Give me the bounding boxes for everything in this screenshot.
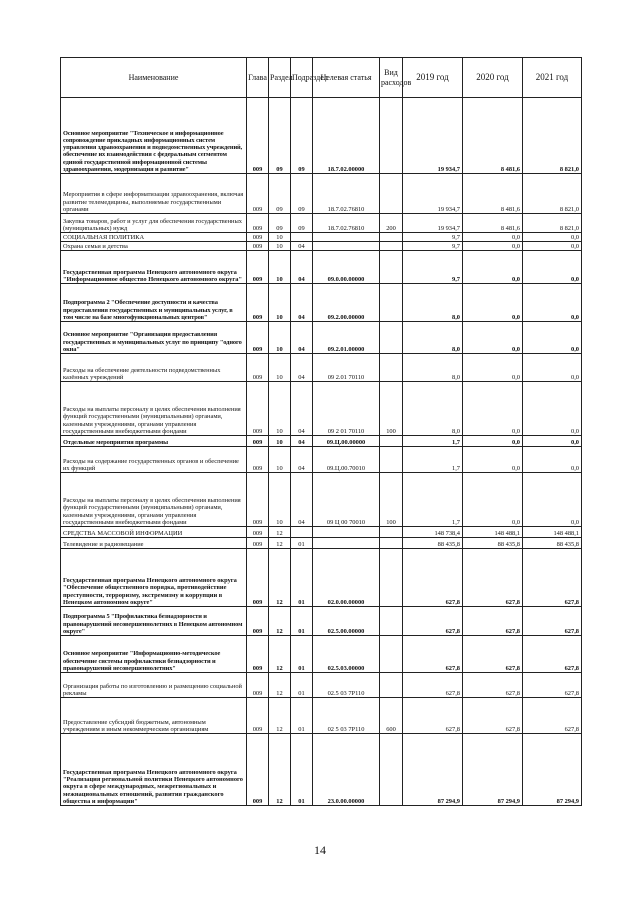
row-expense-type — [380, 436, 403, 447]
row-2020: 0,0 — [463, 473, 523, 527]
row-razdel: 12 — [269, 734, 291, 806]
header-year-2021: 2021 год — [523, 58, 582, 98]
table-header-row — [61, 58, 582, 98]
row-glava: 009 — [247, 549, 269, 607]
row-target-article: 02.5.03.00000 — [313, 636, 380, 673]
row-name: Подпрограмма 2 "Обеспечение доступности и качества предоставления государственных и муниципальных услуг, в том числе на базе многофункциональных центров" — [61, 284, 247, 322]
row-expense-type — [380, 636, 403, 673]
row-glava: 009 — [247, 734, 269, 806]
row-2021: 627,8 — [523, 673, 582, 698]
row-expense-type — [380, 447, 403, 473]
row-target-article: 02.5.00.00000 — [313, 607, 380, 636]
row-podrazdel: 04 — [291, 447, 313, 473]
row-2020: 88 435,8 — [463, 538, 523, 549]
row-2019: 9,7 — [403, 251, 463, 284]
header-podrazdel: Подраздел — [291, 58, 313, 98]
row-expense-type: 100 — [380, 382, 403, 436]
row-glava: 009 — [247, 242, 269, 251]
row-expense-type: 600 — [380, 698, 403, 734]
row-2019: 8,0 — [403, 382, 463, 436]
row-glava: 009 — [247, 636, 269, 673]
row-name: Государственная программа Ненецкого автономного округа "Информационное общество Ненецкого автономного округа" — [61, 251, 247, 284]
row-2021: 88 435,8 — [523, 538, 582, 549]
row-podrazdel: 04 — [291, 436, 313, 447]
row-expense-type — [380, 251, 403, 284]
table-row — [61, 549, 582, 607]
table-row — [61, 698, 582, 734]
row-2021: 627,8 — [523, 636, 582, 673]
row-2020: 0,0 — [463, 447, 523, 473]
table-row — [61, 473, 582, 527]
row-target-article: 02 5 03 7Р110 — [313, 698, 380, 734]
row-2021: 0,0 — [523, 251, 582, 284]
row-target-article: 18.7.02.76810 — [313, 214, 380, 233]
row-glava: 009 — [247, 233, 269, 242]
row-expense-type — [380, 322, 403, 354]
row-target-article: 09 2 01 70110 — [313, 382, 380, 436]
row-glava: 009 — [247, 447, 269, 473]
row-2020: 627,8 — [463, 673, 523, 698]
row-name: Организация работы по изготовлению и размещению социальной рекламы — [61, 673, 247, 698]
row-glava: 009 — [247, 382, 269, 436]
row-2021: 627,8 — [523, 607, 582, 636]
row-razdel: 12 — [269, 698, 291, 734]
row-expense-type: 100 — [380, 473, 403, 527]
row-2019: 88 435,8 — [403, 538, 463, 549]
row-razdel: 10 — [269, 284, 291, 322]
row-target-article: 18.7.02.76810 — [313, 174, 380, 214]
row-name: Расходы на выплаты персоналу в целях обеспечения выполнения функций государственными (муниципальными) органами, казенными учреждениями, органами управления государственными внебюджетными фондами — [61, 473, 247, 527]
row-2020: 87 294,9 — [463, 734, 523, 806]
row-2020: 0,0 — [463, 284, 523, 322]
row-podrazdel: 01 — [291, 698, 313, 734]
row-2020: 0,0 — [463, 382, 523, 436]
row-2019: 19 934,7 — [403, 98, 463, 174]
row-podrazdel: 09 — [291, 174, 313, 214]
row-glava: 009 — [247, 436, 269, 447]
row-name: Охрана семьи и детства — [61, 242, 247, 251]
row-target-article: 09.0.00.00000 — [313, 251, 380, 284]
row-razdel: 09 — [269, 214, 291, 233]
row-podrazdel: 04 — [291, 354, 313, 382]
table-row — [61, 734, 582, 806]
row-2019: 19 934,7 — [403, 174, 463, 214]
row-name: Расходы на выплаты персоналу в целях обеспечения выполнения функций государственными (муниципальными) органами, казенными учреждениями, органами управления государственными внебюджетными фондами — [61, 382, 247, 436]
row-podrazdel: 04 — [291, 473, 313, 527]
row-podrazdel: 04 — [291, 284, 313, 322]
row-2020: 0,0 — [463, 322, 523, 354]
table-row — [61, 354, 582, 382]
row-name: Государственная программа Ненецкого автономного округа "Обеспечение общественного порядка, противодействие преступности, терроризму, экстремизму и коррупции в Ненецком автономном округе" — [61, 549, 247, 607]
header-expense-type: Вид расходов — [380, 58, 403, 98]
row-2019: 9,7 — [403, 233, 463, 242]
row-glava: 009 — [247, 607, 269, 636]
table-row — [61, 527, 582, 538]
row-razdel: 10 — [269, 354, 291, 382]
row-2019: 9,7 — [403, 242, 463, 251]
row-2021: 0,0 — [523, 233, 582, 242]
row-razdel: 10 — [269, 447, 291, 473]
row-target-article: 09.Ц.00.70010 — [313, 447, 380, 473]
table-row — [61, 174, 582, 214]
row-target-article: 18.7.02.00000 — [313, 98, 380, 174]
row-expense-type — [380, 734, 403, 806]
row-target-article — [313, 242, 380, 251]
row-name: Предоставление субсидий бюджетным, автономным учреждениям и иным некоммерческим организациям — [61, 698, 247, 734]
row-podrazdel: 09 — [291, 98, 313, 174]
row-name: Государственная программа Ненецкого автономного округа "Реализация региональной политики Ненецкого автономного округа в сфере международных, межрегиональных и межнациональных отношений, развития гражданского общества и информации" — [61, 734, 247, 806]
row-razdel: 10 — [269, 473, 291, 527]
row-2019: 1,7 — [403, 447, 463, 473]
row-target-article: 09 Ц 00 70010 — [313, 473, 380, 527]
row-2019: 1,7 — [403, 436, 463, 447]
row-2021: 0,0 — [523, 354, 582, 382]
row-target-article: 02.0.00.00000 — [313, 549, 380, 607]
row-glava: 009 — [247, 698, 269, 734]
table-row — [61, 382, 582, 436]
row-2019: 8,0 — [403, 284, 463, 322]
row-podrazdel: 04 — [291, 322, 313, 354]
row-2021: 0,0 — [523, 242, 582, 251]
row-podrazdel: 01 — [291, 607, 313, 636]
row-expense-type — [380, 673, 403, 698]
row-razdel: 10 — [269, 322, 291, 354]
row-name: СОЦИАЛЬНАЯ ПОЛИТИКА — [61, 233, 247, 242]
row-glava: 009 — [247, 473, 269, 527]
row-target-article — [313, 527, 380, 538]
row-2021: 87 294,9 — [523, 734, 582, 806]
row-2021: 0,0 — [523, 473, 582, 527]
row-2020: 8 481,6 — [463, 98, 523, 174]
row-2021: 8 821,0 — [523, 174, 582, 214]
row-name: Отдельные мероприятия программы — [61, 436, 247, 447]
row-glava: 009 — [247, 538, 269, 549]
table-row — [61, 214, 582, 233]
row-2020: 627,8 — [463, 607, 523, 636]
row-razdel: 12 — [269, 636, 291, 673]
row-2021: 627,8 — [523, 549, 582, 607]
row-2019: 148 738,4 — [403, 527, 463, 538]
row-2021: 148 488,1 — [523, 527, 582, 538]
row-razdel: 12 — [269, 673, 291, 698]
header-target-article: Целевая статья — [313, 58, 380, 98]
row-glava: 009 — [247, 174, 269, 214]
row-expense-type — [380, 354, 403, 382]
row-razdel: 12 — [269, 538, 291, 549]
row-podrazdel — [291, 233, 313, 242]
row-2019: 627,8 — [403, 636, 463, 673]
row-podrazdel: 01 — [291, 673, 313, 698]
row-expense-type — [380, 549, 403, 607]
row-name: СРЕДСТВА МАССОВОЙ ИНФОРМАЦИИ — [61, 527, 247, 538]
row-name: Расходы на обеспечение деятельности подведомственных казённых учреждений — [61, 354, 247, 382]
page-number: 14 — [314, 843, 326, 857]
row-expense-type — [380, 98, 403, 174]
row-podrazdel — [291, 527, 313, 538]
table-row — [61, 98, 582, 174]
row-2019: 627,8 — [403, 673, 463, 698]
row-target-article: 09.Ц.00.00000 — [313, 436, 380, 447]
row-podrazdel: 04 — [291, 242, 313, 251]
table-row — [61, 636, 582, 673]
row-razdel: 12 — [269, 607, 291, 636]
row-name: Расходы на содержание государственных органов и обеспечение их функций — [61, 447, 247, 473]
row-razdel: 10 — [269, 251, 291, 284]
row-expense-type — [380, 242, 403, 251]
row-name: Закупка товаров, работ и услуг для обеспечения государственных (муниципальных) нужд — [61, 214, 247, 233]
row-name: Основное мероприятие "Организация предоставления государственных и муниципальных услуг по принципу "одного окна" — [61, 322, 247, 354]
row-2019: 1,7 — [403, 473, 463, 527]
row-target-article — [313, 233, 380, 242]
row-name: Подпрограмма 5 "Профилактика безнадзорности и правонарушений несовершеннолетних в Ненецком автономном округе" — [61, 607, 247, 636]
row-2019: 19 934,7 — [403, 214, 463, 233]
row-expense-type — [380, 538, 403, 549]
row-2020: 8 481,6 — [463, 214, 523, 233]
header-year-2020: 2020 год — [463, 58, 523, 98]
table-row — [61, 284, 582, 322]
row-razdel: 10 — [269, 436, 291, 447]
table-row — [61, 607, 582, 636]
row-podrazdel: 01 — [291, 734, 313, 806]
row-glava: 009 — [247, 527, 269, 538]
row-expense-type — [380, 174, 403, 214]
row-2021: 0,0 — [523, 284, 582, 322]
row-target-article: 09 2.01 70110 — [313, 354, 380, 382]
header-glava: Глава — [247, 58, 269, 98]
row-2021: 8 821,0 — [523, 214, 582, 233]
row-2020: 0,0 — [463, 354, 523, 382]
row-2020: 0,0 — [463, 436, 523, 447]
row-2019: 627,8 — [403, 549, 463, 607]
row-glava: 009 — [247, 673, 269, 698]
row-glava: 009 — [247, 98, 269, 174]
row-razdel: 12 — [269, 527, 291, 538]
row-2019: 627,8 — [403, 698, 463, 734]
budget-table — [60, 57, 582, 806]
row-2021: 0,0 — [523, 322, 582, 354]
row-podrazdel: 01 — [291, 549, 313, 607]
table-row — [61, 447, 582, 473]
row-podrazdel: 09 — [291, 214, 313, 233]
row-expense-type — [380, 527, 403, 538]
row-2020: 0,0 — [463, 242, 523, 251]
table-row — [61, 673, 582, 698]
row-razdel: 12 — [269, 549, 291, 607]
header-year-2019: 2019 год — [403, 58, 463, 98]
row-2020: 627,8 — [463, 636, 523, 673]
row-target-article: 23.0.00.00000 — [313, 734, 380, 806]
row-2019: 8,0 — [403, 354, 463, 382]
row-2021: 0,0 — [523, 436, 582, 447]
header-name: Наименование — [61, 58, 247, 98]
row-2020: 148 488,1 — [463, 527, 523, 538]
row-expense-type — [380, 607, 403, 636]
row-2019: 87 294,9 — [403, 734, 463, 806]
row-glava: 009 — [247, 354, 269, 382]
row-name: Основное мероприятие "Информационно-методическое обеспечение системы профилактики безнадзорности и правонарушений несовершеннолетних" — [61, 636, 247, 673]
row-name: Основное мероприятие "Техническое и информационное сопровождение прикладных информационных систем управления здравоохранения и подведомственных учреждений, обеспечение их взаимодействия с федеральным сегментом единой государственной информационной системы здравоохранения, модернизация и развитие" — [61, 98, 247, 174]
table-row — [61, 322, 582, 354]
table-row — [61, 251, 582, 284]
row-name: Мероприятия в сфере информатизации здравоохранения, включая развитие телемедицины, выполняемые государственными органами — [61, 174, 247, 214]
row-2019: 8,0 — [403, 322, 463, 354]
row-expense-type — [380, 284, 403, 322]
row-razdel: 10 — [269, 382, 291, 436]
row-2020: 627,8 — [463, 549, 523, 607]
row-expense-type: 200 — [380, 214, 403, 233]
row-podrazdel: 04 — [291, 382, 313, 436]
row-target-article: 02.5 03 7Р110 — [313, 673, 380, 698]
row-2021: 0,0 — [523, 447, 582, 473]
table-row — [61, 538, 582, 549]
row-razdel: 09 — [269, 98, 291, 174]
table-row — [61, 242, 582, 251]
row-glava: 009 — [247, 322, 269, 354]
row-glava: 009 — [247, 214, 269, 233]
row-podrazdel: 04 — [291, 251, 313, 284]
row-2021: 8 821,0 — [523, 98, 582, 174]
table-row — [61, 233, 582, 242]
row-target-article: 09.2.00.00000 — [313, 284, 380, 322]
row-2020: 0,0 — [463, 251, 523, 284]
row-glava: 009 — [247, 284, 269, 322]
header-razdel: Раздел — [269, 58, 291, 98]
row-razdel: 10 — [269, 233, 291, 242]
row-2020: 0,0 — [463, 233, 523, 242]
row-2020: 8 481,6 — [463, 174, 523, 214]
table-row — [61, 436, 582, 447]
row-2020: 627,8 — [463, 698, 523, 734]
row-glava: 009 — [247, 251, 269, 284]
row-2021: 0,0 — [523, 382, 582, 436]
row-2021: 627,8 — [523, 698, 582, 734]
row-target-article — [313, 538, 380, 549]
row-podrazdel: 01 — [291, 636, 313, 673]
row-podrazdel: 01 — [291, 538, 313, 549]
row-target-article: 09.2.01.00000 — [313, 322, 380, 354]
row-name: Телевидение и радиовещание — [61, 538, 247, 549]
row-razdel: 09 — [269, 174, 291, 214]
row-expense-type — [380, 233, 403, 242]
row-razdel: 10 — [269, 242, 291, 251]
row-2019: 627,8 — [403, 607, 463, 636]
